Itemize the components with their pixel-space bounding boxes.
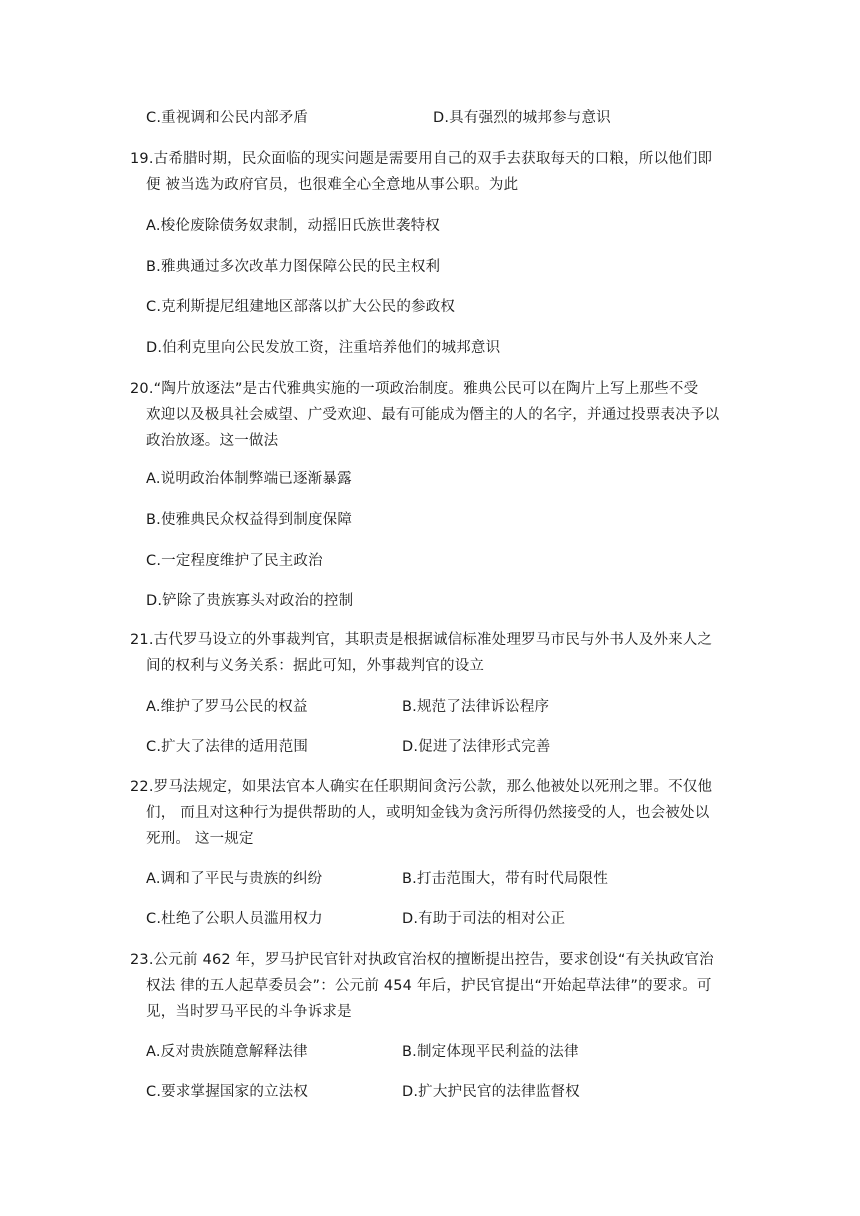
q19-stem-line-2: 便 被当选为政府官员，也很难全心全意地从事公职。为此 xyxy=(146,177,519,193)
q19-option-a: A.梭伦废除债务奴隶制，动摇旧氏族世袭特权 xyxy=(146,218,440,234)
q22-option-c: C.杜绝了公职人员滥用权力 xyxy=(146,911,323,927)
q23-option-d: D.扩大护民官的法律监督权 xyxy=(402,1084,580,1100)
q22-stem-line-1: 22.罗马法规定，如果法官本人确实在任职期间贪污公款，那么他被处以死刑之罪。不仅他 xyxy=(130,779,713,795)
q20-stem-line-1: 20.“陶片放逐法”是古代雅典实施的一项政治制度。雅典公民可以在陶片上写上那些不受 xyxy=(130,381,699,397)
q19-option-b: B.雅典通过多次改革力图保障公民的民主权利 xyxy=(146,259,441,275)
q22-option-b: B.打击范围大，带有时代局限性 xyxy=(402,871,609,887)
q22-stem-line-2: 们， 而且对这种行为提供帮助的人，或明知金钱为贪污所得仍然接受的人，也会被处以 xyxy=(146,805,710,821)
q21-option-a: A.维护了罗马公民的权益 xyxy=(146,699,308,715)
q23-option-c: C.要求掌握国家的立法权 xyxy=(146,1084,309,1100)
q20-option-c: C.一定程度维护了民主政治 xyxy=(146,553,323,569)
q18-option-c: C.重视调和公民内部矛盾 xyxy=(146,110,309,126)
q20-option-a: A.说明政治体制弊端已逐渐暴露 xyxy=(146,471,352,487)
q23-option-a: A.反对贵族随意解释法律 xyxy=(146,1044,308,1060)
q23-stem-line-3: 见，当时罗马平民的斗争诉求是 xyxy=(146,1004,352,1020)
q23-stem-line-1: 23.公元前 462 年，罗马护民官针对执政官治权的擅断提出控告，要求创设“有关执政官治 xyxy=(130,952,714,968)
q20-option-d: D.铲除了贵族寡头对政治的控制 xyxy=(146,593,354,609)
q23-option-b: B.制定体现平民利益的法律 xyxy=(402,1044,579,1060)
q19-option-d: D.伯利克里向公民发放工资，注重培养他们的城邦意识 xyxy=(146,340,501,356)
q23-stem-line-2: 权法 律的五人起草委员会”：公元前 454 年后，护民官提出“开始起草法律”的要求。可 xyxy=(146,978,712,994)
q19-stem-line-1: 19.古希腊时期，民众面临的现实问题是需要用自己的双手去获取每天的口粮，所以他们即 xyxy=(130,151,713,167)
q22-option-d: D.有助于司法的相对公正 xyxy=(402,911,566,927)
q22-option-a: A.调和了平民与贵族的纠纷 xyxy=(146,871,323,887)
q22-stem-line-3: 死刑。 这一规定 xyxy=(146,831,254,847)
q21-option-c: C.扩大了法律的适用范围 xyxy=(146,739,309,755)
q20-stem-line-2: 欢迎以及极具社会威望、广受欢迎、最有可能成为僭主的人的名字，并通过投票表决予以 xyxy=(146,407,720,423)
q21-option-d: D.促进了法律形式完善 xyxy=(402,739,551,755)
q18-option-d: D.具有强烈的城邦参与意识 xyxy=(433,110,611,126)
q21-stem-line-2: 间的权利与义务关系：据此可知，外事裁判官的设立 xyxy=(146,658,485,674)
q20-stem-line-3: 政治放逐。这一做法 xyxy=(146,433,279,449)
q21-option-b: B.规范了法律诉讼程序 xyxy=(402,699,550,715)
q19-option-c: C.克利斯提尼组建地区部落以扩大公民的参政权 xyxy=(146,299,456,315)
q20-option-b: B.使雅典民众权益得到制度保障 xyxy=(146,512,353,528)
q21-stem-line-1: 21.古代罗马设立的外事裁判官，其职责是根据诚信标准处理罗马市民与外书人及外来人之 xyxy=(130,632,713,648)
